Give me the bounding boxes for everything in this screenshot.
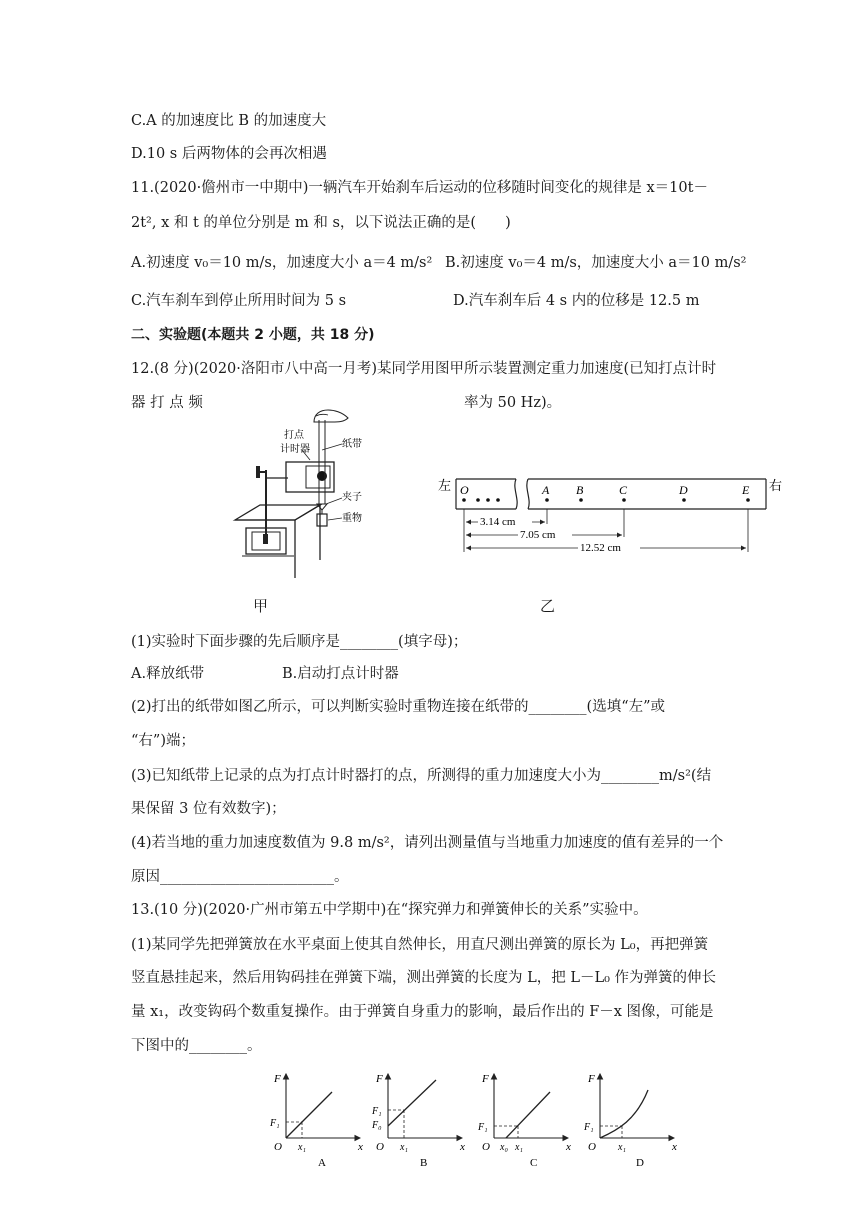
label-right: 右 <box>769 478 783 493</box>
point-b: B <box>576 483 584 497</box>
q12-part4-line1: (4)若当地的重力加速度数值为 9.8 m/s²，请列出测量值与当地重力加速度的值有差异的一个 <box>131 835 724 851</box>
x1-label: x₁ <box>400 1142 408 1153</box>
axis-y-label: F <box>376 1073 383 1085</box>
option-d-q11: D.汽车刹车后 4 s 内的位移是 12.5 m <box>453 293 700 309</box>
q12-part2-line2: “右”)端； <box>131 733 195 749</box>
dist-oc: 7.05 cm <box>520 529 556 541</box>
axis-x-label: x <box>358 1141 363 1153</box>
q13-part1-line1: (1)某同学先把弹簧放在水平桌面上使其自然伸长，用直尺测出弹簧的原长为 L₀，再把弹簧 <box>131 937 709 953</box>
point-a: A <box>542 483 550 497</box>
f1-label: F₁ <box>478 1122 488 1133</box>
f0-label: F₀ <box>372 1120 382 1131</box>
q12-part2-line1: (2)打出的纸带如图乙所示，可以判断实验时重物连接在纸带的________(选填“左”或 <box>131 699 666 715</box>
option-b-q11: B.初速度 v₀＝4 m/s，加速度大小 a＝10 m/s² <box>445 255 747 271</box>
q12-part1: (1)实验时下面步骤的先后顺序是________(填字母)； <box>131 634 468 650</box>
origin-label: O <box>588 1141 596 1153</box>
origin-label: O <box>482 1141 490 1153</box>
q12-part3-line2: 果保留 3 位有效数字)； <box>131 801 286 817</box>
fx-graph-c <box>474 1068 584 1168</box>
question-12-line2a: 器 打 点 频 <box>131 395 203 411</box>
x1-label: x₁ <box>298 1142 306 1153</box>
origin-label: O <box>274 1141 282 1153</box>
point-e: E <box>742 483 750 497</box>
point-c: C <box>619 483 628 497</box>
label-clip: 夹子 <box>342 492 362 503</box>
label-timer-2: 计时器 <box>280 444 310 455</box>
axis-y-label: F <box>274 1073 281 1085</box>
option-label-d: D <box>636 1157 644 1168</box>
q12-option-a: A.释放纸带 <box>131 666 205 682</box>
q12-part3-line1: (3)已知纸带上记录的点为打点计时器打的点，所测得的重力加速度大小为________m/s²(结 <box>131 768 712 784</box>
option-c-q11: C.汽车刹车到停止所用时间为 5 s <box>131 293 347 309</box>
fx-graph-b <box>368 1068 478 1168</box>
option-label-c: C <box>530 1157 538 1168</box>
point-o: O <box>460 483 469 497</box>
fx-graph-a <box>266 1068 376 1168</box>
axis-x-label: x <box>672 1141 677 1153</box>
f1-label: F₁ <box>270 1118 280 1129</box>
q12-option-b: B.启动打点计时器 <box>282 666 399 682</box>
point-d: D <box>679 483 688 497</box>
x1-label: x₁ <box>515 1142 523 1153</box>
option-label-b: B <box>420 1157 428 1168</box>
origin-label: O <box>376 1141 384 1153</box>
option-label-a: A <box>318 1157 326 1168</box>
f1-label: F₁ <box>584 1122 594 1133</box>
fx-graph-d <box>580 1068 690 1168</box>
option-d-q10: D.10 s 后两物体的会再次相遇 <box>131 146 327 162</box>
option-c-q10: C.A 的加速度比 B 的加速度大 <box>131 113 327 129</box>
q13-part1-line2: 竖直悬挂起来，然后用钩码挂在弹簧下端，测出弹簧的长度为 L，把 L－L₀ 作为弹簧的伸长 <box>131 970 717 986</box>
option-a-q11: A.初速度 v₀＝10 m/s，加速度大小 a＝4 m/s² <box>131 255 433 271</box>
caption-yi: 乙 <box>540 597 556 615</box>
question-13: 13.(10 分)(2020·广州市第五中学期中)在“探究弹力和弹簧伸长的关系”实验中。 <box>131 902 648 918</box>
axis-x-label: x <box>566 1141 571 1153</box>
label-timer-1: 打点 <box>284 430 304 441</box>
axis-y-label: F <box>482 1073 489 1085</box>
question-12-line1: 12.(8 分)(2020·洛阳市八中高一月考)某同学用图甲所示装置测定重力加速度(已知打点计时 <box>131 361 717 377</box>
x1-label: x₁ <box>618 1142 626 1153</box>
dist-oa: 3.14 cm <box>480 516 516 528</box>
axis-y-label: F <box>588 1073 595 1085</box>
figure-jia-apparatus <box>230 400 430 580</box>
label-tape: 纸带 <box>342 439 362 450</box>
label-weight: 重物 <box>342 513 362 524</box>
x0-label: x₀ <box>500 1142 508 1153</box>
dist-oe: 12.52 cm <box>580 542 621 554</box>
f1-label: F₁ <box>372 1106 382 1117</box>
question-11-line1: 11.(2020·儋州市一中期中)一辆汽车开始刹车后运动的位移随时间变化的规律是 x＝10t－ <box>131 180 708 196</box>
question-12-line2b: 率为 50 Hz)。 <box>464 395 562 411</box>
q13-part1-line3: 量 x₁，改变钩码个数重复操作。由于弹簧自身重力的影响，最后作出的 F－x 图像，可能是 <box>131 1004 714 1020</box>
label-left: 左 <box>438 478 452 493</box>
question-11-line2: 2t², x 和 t 的单位分别是 m 和 s，以下说法正确的是( ) <box>131 215 511 231</box>
axis-x-label: x <box>460 1141 465 1153</box>
q13-part1-line4: 下图中的________。 <box>131 1038 262 1054</box>
section-heading: 二、实验题(本题共 2 小题，共 18 分) <box>131 327 375 343</box>
figure-yi-paper-tape <box>436 472 796 562</box>
q12-part4-line2: 原因________________________。 <box>131 869 349 885</box>
caption-jia: 甲 <box>253 597 269 615</box>
